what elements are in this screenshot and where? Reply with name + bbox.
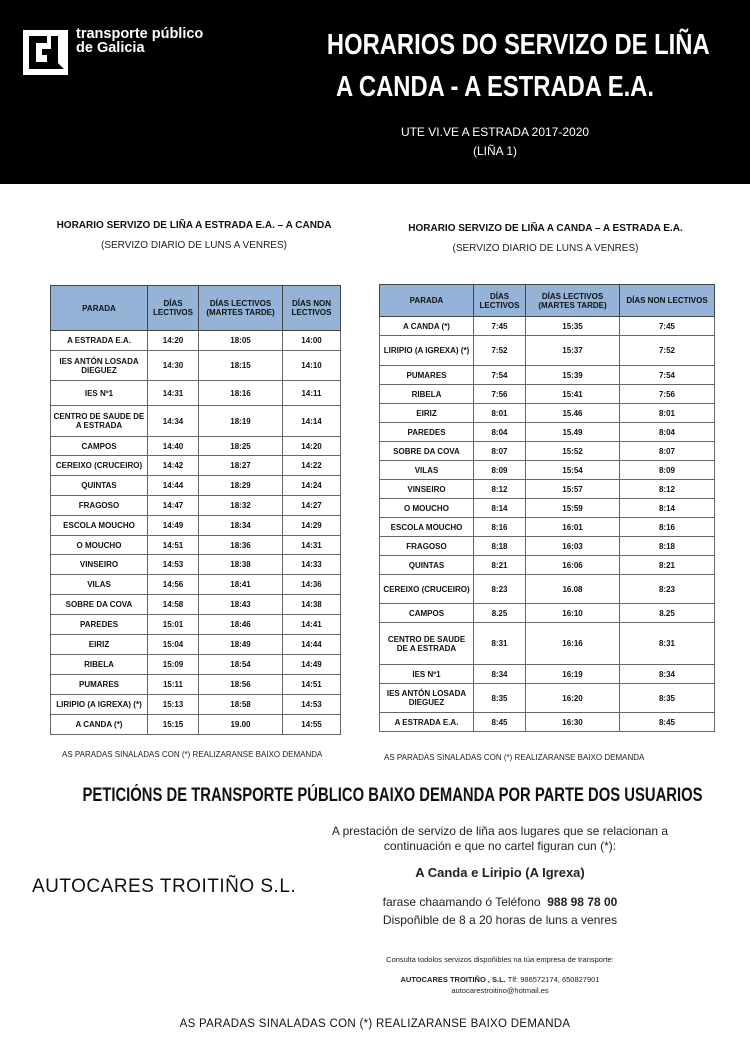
cell-school-days: 14:49	[148, 516, 199, 536]
table-row	[380, 575, 715, 604]
cell-school-days: 8:34	[474, 665, 526, 684]
col-header-non-school-days: DÍAS NON LECTIVOS	[283, 286, 341, 331]
table-row	[51, 536, 341, 555]
petitions-title: PETICIÓNS DE TRANSPORTE PÚBLICO BAIXO DEMANDA POR PARTE DOS USUARIOS	[82, 785, 703, 806]
cell-stop: IES ANTÓN LOSADA DIEGUEZ	[51, 351, 148, 381]
cell-tuesday-afternoon: 18:54	[199, 655, 283, 675]
cell-school-days: 14:20	[148, 331, 199, 351]
cell-school-days: 14:31	[148, 381, 199, 406]
cell-non-school-days: 14:53	[283, 695, 341, 715]
cell-school-days: 14:47	[148, 496, 199, 516]
cell-school-days: 14:30	[148, 351, 199, 381]
cell-tuesday-afternoon: 18:15	[199, 351, 283, 381]
table-row	[380, 604, 715, 623]
cell-school-days: 8:04	[474, 423, 526, 442]
cell-non-school-days: 7:52	[620, 336, 715, 366]
schedule-right-body	[380, 317, 715, 732]
cell-school-days: 15:01	[148, 615, 199, 635]
table-row	[380, 461, 715, 480]
cell-non-school-days: 14:38	[283, 595, 341, 615]
table-header-row	[51, 286, 341, 331]
cell-tuesday-afternoon: 18:36	[199, 536, 283, 555]
cell-non-school-days: 14:10	[283, 351, 341, 381]
cell-stop: VINSEIRO	[51, 555, 148, 575]
cell-stop: IES ANTÓN LOSADA DIEGUEZ	[380, 684, 474, 713]
table-row	[380, 623, 715, 665]
cell-stop: O MOUCHO	[380, 499, 474, 518]
cell-stop: FRAGOSO	[380, 537, 474, 556]
cell-tuesday-afternoon: 18:56	[199, 675, 283, 695]
cell-non-school-days: 14:24	[283, 476, 341, 496]
table-row	[51, 381, 341, 406]
cell-school-days: 7:54	[474, 366, 526, 385]
contact-phones: Tlf: 986572174, 650827901	[505, 975, 600, 984]
table-row	[51, 615, 341, 635]
cell-tuesday-afternoon: 15:59	[526, 499, 620, 518]
cell-non-school-days: 14:22	[283, 456, 341, 476]
cell-stop: CEREIXO (CRUCEIRO)	[380, 575, 474, 604]
cell-school-days: 14:58	[148, 595, 199, 615]
table-row	[51, 496, 341, 516]
transport-logo-icon	[23, 30, 68, 75]
cell-non-school-days: 14:11	[283, 381, 341, 406]
cell-non-school-days: 14:33	[283, 555, 341, 575]
cell-stop: SOBRE DA COVA	[51, 595, 148, 615]
page-title	[326, 24, 710, 108]
cell-tuesday-afternoon: 18:29	[199, 476, 283, 496]
table-header-row	[380, 285, 715, 317]
table-row	[51, 456, 341, 476]
cell-school-days: 7:45	[474, 317, 526, 336]
table-row	[51, 695, 341, 715]
schedule-right-table	[379, 284, 715, 732]
page-title-line-1: HORARIOS DO SERVIZO DE LIÑA	[326, 29, 710, 61]
cell-stop: VILAS	[380, 461, 474, 480]
table-row	[51, 715, 341, 735]
cell-non-school-days: 14:14	[283, 406, 341, 437]
cell-non-school-days: 14:20	[283, 437, 341, 456]
cell-stop: CAMPOS	[380, 604, 474, 623]
page-title-line-2: A CANDA - A ESTRADA E.A.	[336, 71, 654, 103]
cell-stop: O MOUCHO	[51, 536, 148, 555]
cell-school-days: 8:14	[474, 499, 526, 518]
company-name: AUTOCARES TROITIÑO S.L.	[32, 876, 297, 897]
cell-stop: EIRIZ	[51, 635, 148, 655]
cell-school-days: 14:51	[148, 536, 199, 555]
cell-school-days: 8.25	[474, 604, 526, 623]
cell-school-days: 15:09	[148, 655, 199, 675]
cell-tuesday-afternoon: 16:03	[526, 537, 620, 556]
table-row	[51, 351, 341, 381]
cell-stop: RIBELA	[51, 655, 148, 675]
brand-line-1: transporte público	[76, 26, 204, 42]
page-subtitle	[370, 123, 620, 161]
cell-non-school-days: 8:23	[620, 575, 715, 604]
cell-stop: PAREDES	[380, 423, 474, 442]
table-row	[51, 331, 341, 351]
cell-school-days: 8:21	[474, 556, 526, 575]
table-row	[380, 385, 715, 404]
cell-tuesday-afternoon: 16.08	[526, 575, 620, 604]
cell-tuesday-afternoon: 16:20	[526, 684, 620, 713]
cell-non-school-days: 14:27	[283, 496, 341, 516]
cell-tuesday-afternoon: 15.49	[526, 423, 620, 442]
cell-stop: VINSEIRO	[380, 480, 474, 499]
cell-school-days: 8:23	[474, 575, 526, 604]
cell-school-days: 14:53	[148, 555, 199, 575]
cell-school-days: 8:16	[474, 518, 526, 537]
cell-tuesday-afternoon: 15:54	[526, 461, 620, 480]
cell-stop: ESCOLA MOUCHO	[380, 518, 474, 537]
cell-school-days: 14:44	[148, 476, 199, 496]
cell-non-school-days: 8:09	[620, 461, 715, 480]
cell-tuesday-afternoon: 18:27	[199, 456, 283, 476]
cell-stop: PUMARES	[380, 366, 474, 385]
cell-tuesday-afternoon: 16:01	[526, 518, 620, 537]
cell-stop: VILAS	[51, 575, 148, 595]
cell-tuesday-afternoon: 16:16	[526, 623, 620, 665]
cell-stop: FRAGOSO	[51, 496, 148, 516]
cell-non-school-days: 8:12	[620, 480, 715, 499]
col-header-school-days: DÍAS LECTIVOS	[474, 285, 526, 317]
petitions-phone-line	[330, 895, 670, 909]
schedule-right-note: AS PARADAS SINALADAS CON (*) REALIZARANSE BAIXO DEMANDA	[384, 753, 645, 762]
schedule-left-title: HORARIO SERVIZO DE LIÑA A ESTRADA E.A. – A CANDA	[56, 220, 332, 231]
phone-number[interactable]: 988 98 78 00	[547, 895, 618, 909]
table-row	[51, 595, 341, 615]
subtitle-line-2: (LIÑA 1)	[472, 144, 517, 158]
cell-school-days: 15:13	[148, 695, 199, 715]
cell-non-school-days: 14:55	[283, 715, 341, 735]
schedule-right	[378, 223, 713, 254]
cell-school-days: 8:31	[474, 623, 526, 665]
header-banner	[0, 0, 750, 184]
cell-school-days: 8:07	[474, 442, 526, 461]
cell-non-school-days: 8:01	[620, 404, 715, 423]
cell-tuesday-afternoon: 15:35	[526, 317, 620, 336]
table-row	[380, 518, 715, 537]
table-row	[380, 556, 715, 575]
col-header-stop: PARADA	[380, 285, 474, 317]
cell-school-days: 8:01	[474, 404, 526, 423]
cell-stop: CENTRO DE SAUDE DE A ESTRADA	[380, 623, 474, 665]
brand-name	[76, 27, 203, 55]
cell-stop: LIRIPIO (A IGREXA) (*)	[380, 336, 474, 366]
cell-stop: QUINTAS	[380, 556, 474, 575]
col-header-non-school-days: DÍAS NON LECTIVOS	[620, 285, 715, 317]
cell-stop: QUINTAS	[51, 476, 148, 496]
cell-tuesday-afternoon: 15:37	[526, 336, 620, 366]
cell-non-school-days: 14:41	[283, 615, 341, 635]
cell-tuesday-afternoon: 18:49	[199, 635, 283, 655]
cell-stop: A ESTRADA E.A.	[51, 331, 148, 351]
consult-text: Consulta todolos servizos dispoñibles na túa empresa de transporte:	[386, 955, 614, 964]
table-row	[51, 406, 341, 437]
phone-prefix: farase chaamando ó Teléfono	[382, 895, 541, 909]
cell-stop: ESCOLA MOUCHO	[51, 516, 148, 536]
cell-school-days: 8:35	[474, 684, 526, 713]
cell-non-school-days: 14:29	[283, 516, 341, 536]
cell-non-school-days: 14:00	[283, 331, 341, 351]
cell-stop: A CANDA (*)	[51, 715, 148, 735]
table-row	[380, 336, 715, 366]
cell-school-days: 15:15	[148, 715, 199, 735]
schedule-left-table	[50, 285, 341, 735]
cell-non-school-days: 7:54	[620, 366, 715, 385]
availability-text: Dispoñible de 8 a 20 horas de luns a venres	[382, 913, 618, 927]
schedule-left-subtitle: (SERVIZO DIARIO DE LUNS A VENRES)	[101, 240, 287, 251]
cell-tuesday-afternoon: 18:32	[199, 496, 283, 516]
table-row	[51, 476, 341, 496]
cell-non-school-days: 8:04	[620, 423, 715, 442]
cell-tuesday-afternoon: 16:06	[526, 556, 620, 575]
schedule-left-body	[51, 331, 341, 735]
cell-school-days: 7:56	[474, 385, 526, 404]
schedule-left-note: AS PARADAS SINALADAS CON (*) REALIZARANSE BAIXO DEMANDA	[62, 750, 323, 759]
contact-email[interactable]: autocarestroitino@hotmail.es	[451, 986, 549, 995]
schedule-right-title: HORARIO SERVIZO DE LIÑA A CANDA – A ESTRADA E.A.	[408, 223, 683, 234]
cell-stop: IES Nº1	[51, 381, 148, 406]
table-row	[380, 404, 715, 423]
col-header-tuesday-afternoon: DÍAS LECTIVOS (MARTES TARDE)	[526, 285, 620, 317]
table-row	[380, 499, 715, 518]
cell-tuesday-afternoon: 18:43	[199, 595, 283, 615]
petitions-intro: A prestación de servizo de liña aos lugares que se relacionan a continuación e que no cartel figuran cun (*):	[331, 824, 669, 853]
cell-non-school-days: 8:31	[620, 623, 715, 665]
table-row	[380, 684, 715, 713]
petitions-places: A Canda e Liripio (A Igrexa)	[415, 865, 585, 880]
cell-school-days: 8:18	[474, 537, 526, 556]
cell-school-days: 14:40	[148, 437, 199, 456]
cell-non-school-days: 7:45	[620, 317, 715, 336]
table-row	[380, 480, 715, 499]
cell-tuesday-afternoon: 19.00	[199, 715, 283, 735]
cell-school-days: 14:42	[148, 456, 199, 476]
cell-tuesday-afternoon: 15:57	[526, 480, 620, 499]
cell-tuesday-afternoon: 15:41	[526, 385, 620, 404]
cell-tuesday-afternoon: 16:10	[526, 604, 620, 623]
table-row	[380, 537, 715, 556]
cell-tuesday-afternoon: 18:05	[199, 331, 283, 351]
cell-school-days: 14:56	[148, 575, 199, 595]
cell-stop: SOBRE DA COVA	[380, 442, 474, 461]
table-row	[380, 665, 715, 684]
cell-tuesday-afternoon: 18:46	[199, 615, 283, 635]
cell-non-school-days: 14:36	[283, 575, 341, 595]
cell-tuesday-afternoon: 18:25	[199, 437, 283, 456]
cell-tuesday-afternoon: 15:52	[526, 442, 620, 461]
cell-non-school-days: 8:18	[620, 537, 715, 556]
cell-tuesday-afternoon: 18:19	[199, 406, 283, 437]
cell-non-school-days: 8:35	[620, 684, 715, 713]
cell-school-days: 8:12	[474, 480, 526, 499]
cell-non-school-days: 7:56	[620, 385, 715, 404]
cell-school-days: 15:04	[148, 635, 199, 655]
cell-school-days: 7:52	[474, 336, 526, 366]
cell-tuesday-afternoon: 18:58	[199, 695, 283, 715]
cell-non-school-days: 14:51	[283, 675, 341, 695]
cell-stop: LIRIPIO (A IGREXA) (*)	[51, 695, 148, 715]
cell-school-days: 14:34	[148, 406, 199, 437]
cell-tuesday-afternoon: 15.46	[526, 404, 620, 423]
cell-tuesday-afternoon: 18:38	[199, 555, 283, 575]
cell-non-school-days: 8:07	[620, 442, 715, 461]
cell-non-school-days: 8:21	[620, 556, 715, 575]
cell-tuesday-afternoon: 18:16	[199, 381, 283, 406]
table-row	[380, 442, 715, 461]
cell-school-days: 15:11	[148, 675, 199, 695]
cell-tuesday-afternoon: 18:34	[199, 516, 283, 536]
cell-non-school-days: 8:16	[620, 518, 715, 537]
table-row	[380, 713, 715, 732]
col-header-school-days: DÍAS LECTIVOS	[148, 286, 199, 331]
table-row	[51, 675, 341, 695]
cell-stop: CAMPOS	[51, 437, 148, 456]
schedule-left	[48, 220, 340, 251]
cell-stop: PAREDES	[51, 615, 148, 635]
cell-non-school-days: 8.25	[620, 604, 715, 623]
cell-stop: EIRIZ	[380, 404, 474, 423]
cell-non-school-days: 8:45	[620, 713, 715, 732]
cell-stop: RIBELA	[380, 385, 474, 404]
table-row	[51, 655, 341, 675]
col-header-stop: PARADA	[51, 286, 148, 331]
cell-tuesday-afternoon: 16:19	[526, 665, 620, 684]
cell-non-school-days: 14:49	[283, 655, 341, 675]
cell-non-school-days: 14:44	[283, 635, 341, 655]
cell-tuesday-afternoon: 16:30	[526, 713, 620, 732]
cell-stop: CENTRO DE SAUDE DE A ESTRADA	[51, 406, 148, 437]
cell-non-school-days: 8:14	[620, 499, 715, 518]
table-row	[380, 366, 715, 385]
contact-line	[330, 975, 670, 984]
col-header-tuesday-afternoon: DÍAS LECTIVOS (MARTES TARDE)	[199, 286, 283, 331]
footer-note: AS PARADAS SINALADAS CON (*) REALIZARANSE BAIXO DEMANDA	[179, 1018, 571, 1030]
cell-stop: CEREIXO (CRUCEIRO)	[51, 456, 148, 476]
cell-stop: PUMARES	[51, 675, 148, 695]
cell-tuesday-afternoon: 15:39	[526, 366, 620, 385]
contact-company: AUTOCARES TROITIÑO , S.L.	[400, 975, 506, 984]
cell-tuesday-afternoon: 18:41	[199, 575, 283, 595]
table-row	[51, 575, 341, 595]
cell-stop: IES Nº1	[380, 665, 474, 684]
table-row	[380, 423, 715, 442]
cell-non-school-days: 8:34	[620, 665, 715, 684]
table-row	[51, 516, 341, 536]
cell-school-days: 8:45	[474, 713, 526, 732]
cell-school-days: 8:09	[474, 461, 526, 480]
cell-stop: A CANDA (*)	[380, 317, 474, 336]
brand-line-2: de Galicia	[76, 40, 145, 56]
subtitle-line-1: UTE VI.VE A ESTRADA 2017-2020	[400, 125, 590, 139]
table-row	[380, 317, 715, 336]
table-row	[51, 635, 341, 655]
cell-stop: A ESTRADA E.A.	[380, 713, 474, 732]
table-row	[51, 555, 341, 575]
table-row	[51, 437, 341, 456]
schedule-right-subtitle: (SERVIZO DIARIO DE LUNS A VENRES)	[452, 243, 639, 254]
cell-non-school-days: 14:31	[283, 536, 341, 555]
